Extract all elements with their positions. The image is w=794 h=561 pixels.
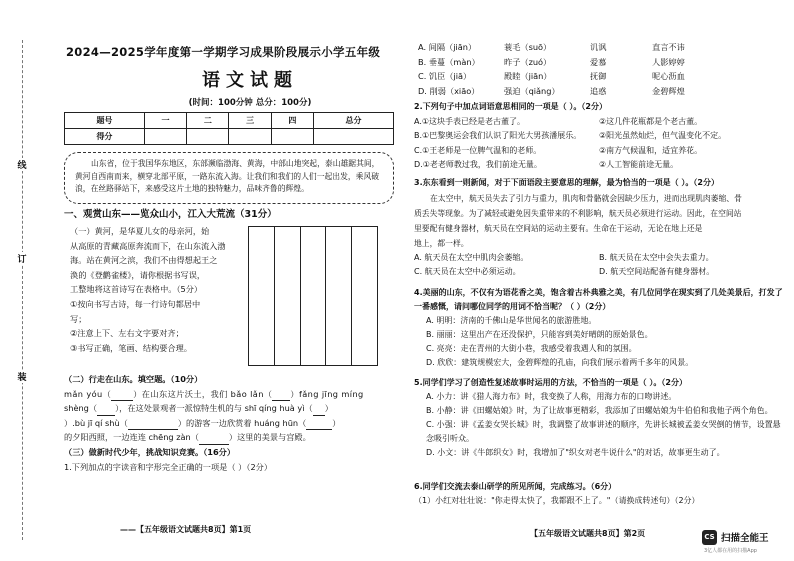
question-3 <box>414 176 788 280</box>
q4-stem: 4.美丽的山东，不仅有为语花香之美，饱含着古朴典雅之美，有几位同学在现实到了几处美景后，打发了一番感慨，请问哪位同学的用词不恰当呢？（ ）（2分） <box>414 288 783 311</box>
q1-option-c[interactable] <box>418 69 788 84</box>
part-1-requirement: ②注意上下、左右文字要对齐； <box>70 328 184 339</box>
score-cell[interactable] <box>314 129 394 145</box>
option-text: 直言不讳 <box>652 42 685 52</box>
q3-passage <box>414 191 788 251</box>
q2-option-c[interactable] <box>414 144 788 159</box>
score-header-cell: 总分 <box>314 113 394 129</box>
q1-option-b[interactable] <box>418 55 788 70</box>
passage-line: 里要配有健身器材，航天员在空间站的运动主要有。生命在于运动，无论在地上还是 <box>414 223 703 233</box>
binding-char-zhuang: 装 <box>14 370 30 383</box>
score-cell[interactable] <box>271 129 313 145</box>
q1-options <box>418 40 788 98</box>
fill-blank[interactable] <box>199 435 229 445</box>
part-1-line: 从高原的青藏高原奔流而下，在山东流入渤 <box>70 240 226 251</box>
q5-option-a[interactable]: A. 小力：讲《猎人海力布》时，我变换了人称，用海力布的口吻讲述。 <box>426 392 677 401</box>
fill-text: ）在山东这片沃土，我们 bǎo lǎn（ <box>133 388 273 399</box>
poem-writing-grid[interactable] <box>248 226 378 366</box>
option-text: ②阳光虽然灿烂，但气温变化不定。 <box>599 131 727 141</box>
score-table-score-row <box>65 129 394 145</box>
part-1-line: （一）黄河，是华夏儿女的母亲河，始 <box>70 226 210 236</box>
binding-char-ding: 订 <box>14 252 30 265</box>
option-text: ②这几件花瓶都是个老古董。 <box>599 116 703 126</box>
q5-option-b[interactable]: B. 小静：讲《田螺姑娘》时，为了让故事更精彩，我添加了田螺姑娘为牛伯伯和我他子两个角色。 <box>426 406 773 415</box>
question-5 <box>414 376 788 460</box>
fill-blank[interactable] <box>128 420 178 430</box>
q4-option-d[interactable]: D. 欣欣：建筑规模宏大，金碧辉煌的孔庙，向我们展示着两千多年的风景。 <box>426 358 694 367</box>
fill-blank[interactable] <box>111 391 133 401</box>
fill-blank[interactable] <box>272 391 290 401</box>
exam-main-title: 语文试题 <box>202 70 298 91</box>
fill-text: 的夕阳西照，一边连连 chēng zàn（ <box>64 432 199 443</box>
score-header-cell: 题号 <box>65 113 145 129</box>
score-cell[interactable] <box>229 129 271 145</box>
question-6 <box>414 480 788 508</box>
poem-grid-column[interactable] <box>326 227 352 365</box>
q2-option-a[interactable] <box>414 115 788 130</box>
fill-line-3 <box>64 416 394 431</box>
fill-text: ）.bù jī qí shù（ <box>64 417 128 428</box>
part-3-question-1: 1.下列加点的字读音和字形完全正确的一项是（ ）（2分） <box>64 461 273 472</box>
fill-blank[interactable] <box>313 406 325 416</box>
q4-option-a[interactable]: A. 明明：济南的千佛山是华世闻名的旅游胜地。 <box>426 316 597 325</box>
fill-text: ）fǎng jīng míng <box>290 388 364 399</box>
option-text: D.①老老师教过我，我们前途无量。 <box>414 160 542 170</box>
option-text: D. 削弱（xiāo） <box>418 85 480 96</box>
q6-stem: 6.同学们交流去泰山研学的所见所闻，完成练习。（6分） <box>414 482 617 491</box>
watermark-name: 扫描全能王 <box>721 533 769 544</box>
q2-option-d[interactable] <box>414 158 788 173</box>
part-2 <box>64 372 394 474</box>
poem-grid-column[interactable] <box>249 227 275 365</box>
fill-text: mǎn yóu（ <box>64 388 112 399</box>
binding-line <box>22 40 23 540</box>
exam-page-2 <box>400 0 794 561</box>
watermark-subtitle: 3亿人都在用的扫描App <box>704 548 757 554</box>
option-text: 追惑 <box>590 85 607 96</box>
option-text: 人影婷婷 <box>652 56 685 67</box>
option-text: 抚御 <box>590 71 607 82</box>
part-1-requirement: 写； <box>70 313 87 324</box>
part-2-title: （二）行走在山东。填空题。（10分） <box>64 374 203 384</box>
fill-text: ） <box>332 417 341 428</box>
option-text: ②南方气候温和，适宜养花。 <box>599 145 703 155</box>
option-text: 昨子（zuó） <box>504 56 552 67</box>
part-1-line: 海。站在黄河之滨，我们不由得想起王之 <box>70 255 218 266</box>
score-header-cell: 四 <box>271 113 313 129</box>
option-text: C. 饥臣（jiā） <box>418 71 472 82</box>
option-text: D. 航天空间站配备有健身器材。 <box>599 267 715 277</box>
option-text: A. 间隔（jiān） <box>418 42 477 52</box>
q5-option-d[interactable]: D. 小文：讲《牛郎织女》时，我增加了"织女对老牛说什么"的对话，故事更生动了。 <box>426 448 725 457</box>
option-text: B.①巴黎奥运会我们认识了阳光大男孩潘展乐。 <box>414 131 582 141</box>
fill-text: ），在这处景观者一派惊特生机的与 shī qíng huà yì（ <box>115 403 313 414</box>
fill-line-4 <box>64 430 394 445</box>
score-header-cell: 三 <box>229 113 271 129</box>
q3-options-row-2[interactable] <box>414 265 788 280</box>
camscanner-logo-icon: CS <box>702 530 717 545</box>
option-text: ②人工智能前途无量。 <box>599 160 679 170</box>
option-text: C.①王老师是一位脾气温和的老师。 <box>414 145 542 155</box>
option-text: 殿睦（jiān） <box>504 71 552 82</box>
q6-sub-1: （1）小红对壮壮说："你走得太快了，我都跟不上了。"（请换成转述句）（2分） <box>414 496 700 505</box>
question-2 <box>414 100 788 173</box>
section-1 <box>64 208 394 223</box>
q4-option-c[interactable]: C. 亮亮：走在青州的大街小巷，我感受着我遇人和的氛围。 <box>426 344 637 353</box>
score-cell[interactable] <box>187 129 229 145</box>
section-1-title: 一、观赏山东——览众山小，江入大荒流（31分） <box>64 209 277 220</box>
option-text: B. 航天员在太空中会失去重力。 <box>599 252 714 262</box>
option-text: B. 垂蔓（màn） <box>418 56 480 67</box>
passage-line: 质丢失等现象。为了减轻或避免因失重带来的不利影响，航天员必须进行运动。因此，在空间站 <box>414 208 742 218</box>
q4-option-b[interactable]: B. 丽丽：这里出产在还没保护，只能容到美好晴朗的原始景色。 <box>426 330 653 339</box>
option-text: 蓑毛（suō） <box>504 42 552 52</box>
fill-blank[interactable] <box>306 420 332 430</box>
score-header-cell: 二 <box>187 113 229 129</box>
score-header-cell: 一 <box>144 113 186 129</box>
q2-stem: 2.下列句子中加点词语意思相同的一项是（ ）。（2分） <box>414 102 607 111</box>
page-1-footer: ——【五年级语文试题共8页】第1页 <box>120 525 252 534</box>
fill-text: ）这里的美景与宫殿。 <box>228 432 311 443</box>
part-1-requirement: ③书写正确，笔画、结构要合理。 <box>70 342 192 353</box>
q3-stem: 3.东东看到一则新闻，对于下面语段主要意思的理解，最为恰当的一项是（ ）。（2分） <box>414 178 719 187</box>
option-text: C. 航天员在太空中必须运动。 <box>414 267 521 277</box>
part-1-line: 工整地将这首诗写在表格中。（5分） <box>70 284 203 295</box>
scanner-watermark <box>702 528 790 558</box>
poem-grid-column[interactable] <box>275 227 301 365</box>
q1-option-d[interactable] <box>418 84 788 99</box>
question-4 <box>414 286 788 370</box>
option-text: 强迫（qiǎng） <box>504 85 560 96</box>
option-text: A. 航天员在太空中肌肉会萎缩。 <box>414 252 529 262</box>
part-1-requirement: ①按向书写古诗，每一行诗句都居中 <box>70 298 201 309</box>
score-cell[interactable] <box>144 129 186 145</box>
q3-options-row-1[interactable] <box>414 251 788 266</box>
fill-text: shèng（ <box>64 403 98 414</box>
fill-text: ）的游客一边欣赏着 huáng hūn（ <box>177 417 307 428</box>
part-1-text <box>70 224 246 355</box>
q2-option-b[interactable] <box>414 129 788 144</box>
option-text: 呢心沥血 <box>652 71 685 82</box>
poem-grid-column[interactable] <box>301 227 327 365</box>
exam-header-title: 2024—2025学年度第一学期学习成果阶段展示小学五年级 <box>66 45 381 59</box>
binding-char-xian: 线 <box>14 158 30 171</box>
q5-option-c[interactable]: C. 小强：讲《孟姜女哭长城》时，我调整了故事讲述的顺序，先讲长城被孟姜女哭倒的情节，设置悬念吸引听众。 <box>426 420 781 443</box>
intro-paragraph: 山东省，位于我国华东地区，东部濒临渤海、黄海，中部山地突起，泰山雄踞其间，黄河自西南而来，横穿北部平原，一路东流入海。让我们和我们的人们一起出发，乘风破浪，在丝路驿站下，来感受这片土地的独特魅力，品味齐鲁的辉煌。 <box>64 152 394 204</box>
q5-stem: 5.同学们学习了创造性复述故事时运用的方法，不恰当的一项是（ ）。（2分） <box>414 378 687 387</box>
option-text: 金碧辉煌 <box>652 85 685 96</box>
fill-blank[interactable] <box>97 406 115 416</box>
part-3-title: （三）做新时代少年，挑战知识竞赛。（16分） <box>64 446 236 457</box>
page-2-footer: 【五年级语文试题共8页】第2页 <box>530 529 646 538</box>
score-table <box>64 112 394 145</box>
fill-line-2 <box>64 401 394 416</box>
option-text: 讥讽 <box>590 42 607 52</box>
poem-grid-column[interactable] <box>352 227 377 365</box>
passage-line: 地上，都一样。 <box>414 238 469 248</box>
option-text: A.①这块手表已经是老古董了。 <box>414 116 526 126</box>
exam-time-line: (时间：100分钟 总分：100分) <box>188 98 312 108</box>
fill-line-1 <box>64 387 394 402</box>
q1-option-a[interactable] <box>418 40 788 55</box>
passage-line: 在太空中，航天员失去了引力与重力，肌肉和骨骼就会因缺少压力，进而出现肌肉萎缩、骨 <box>430 193 742 203</box>
score-table-header-row <box>65 113 394 129</box>
fill-text: ） <box>324 403 333 414</box>
option-text: 爱慕 <box>590 56 607 67</box>
score-row-label: 得分 <box>65 129 145 145</box>
part-1-line: 涣的《登鹳雀楼》，请你根据书写误， <box>70 269 206 280</box>
